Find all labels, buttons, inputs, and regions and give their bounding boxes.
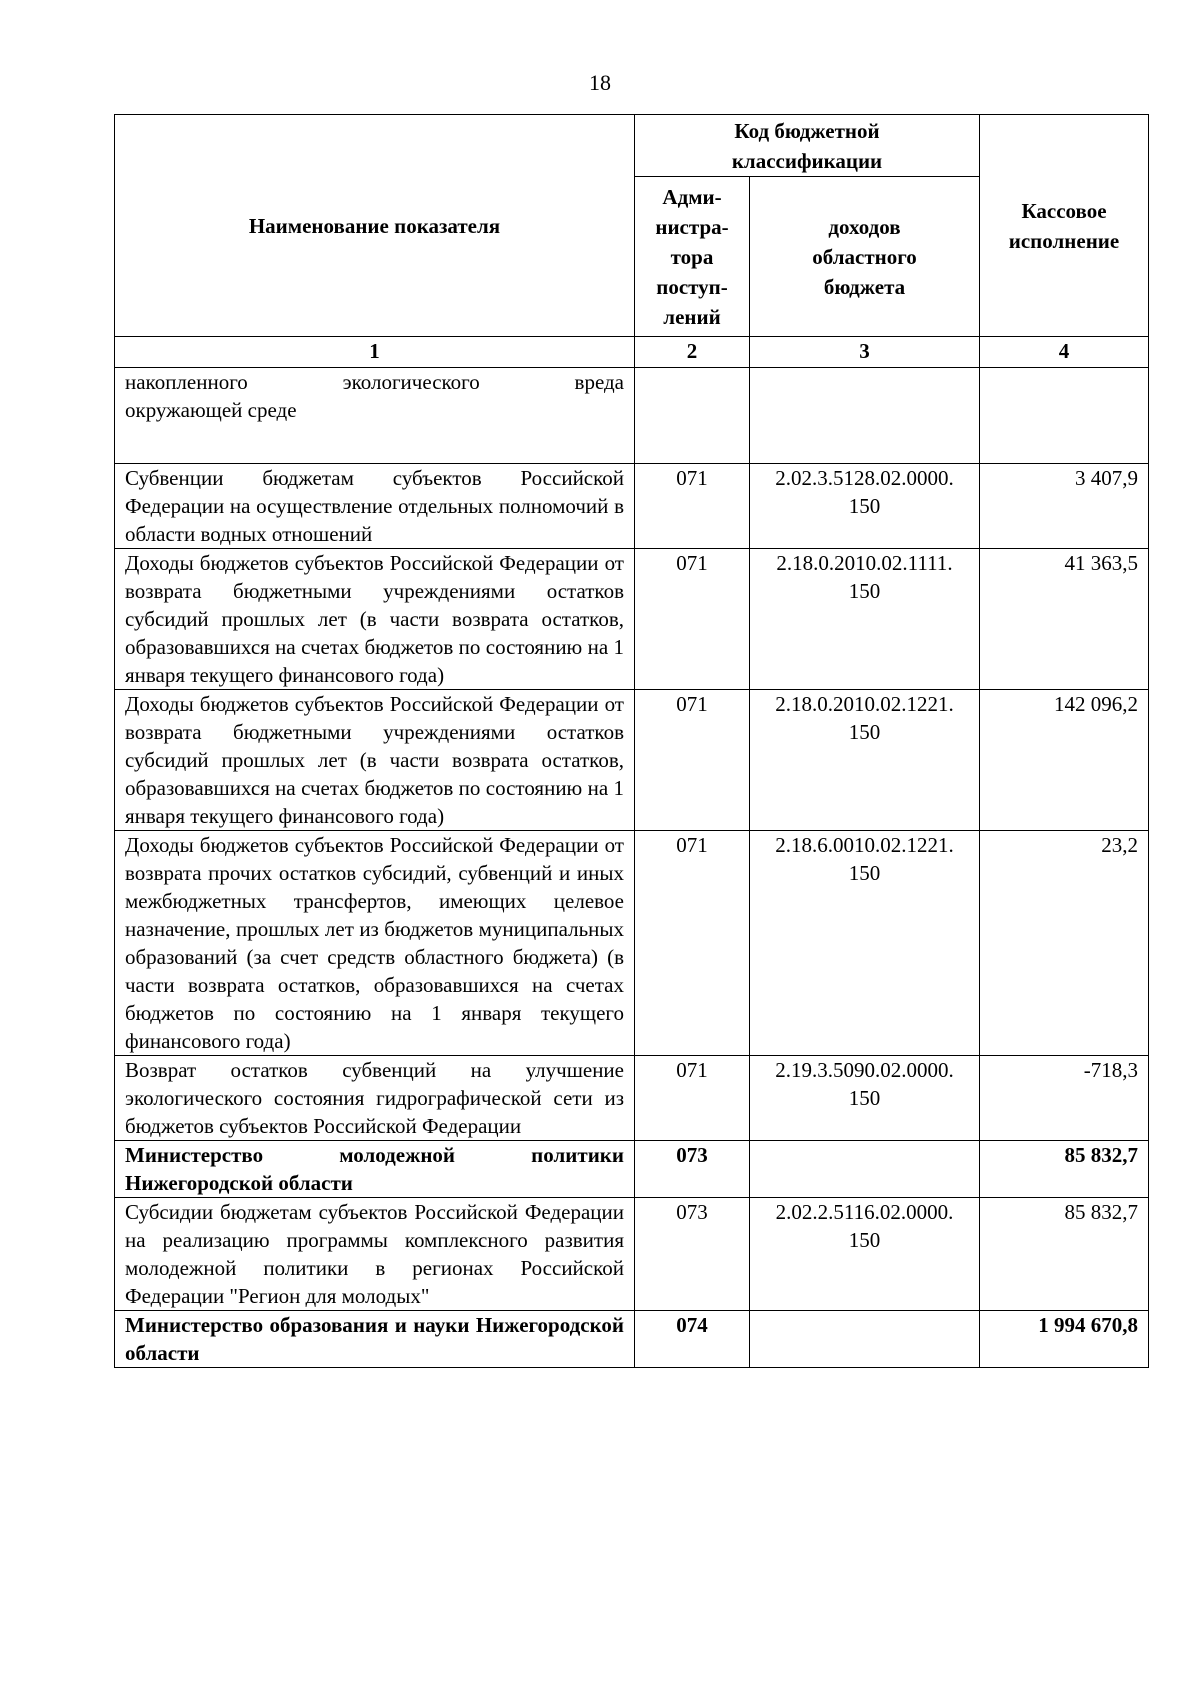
column-number: 2 bbox=[635, 337, 750, 368]
row-name: Субвенции бюджетам субъектов Российской Федерации на осуществление отдельных полномочий в области водных отношений bbox=[115, 464, 635, 549]
header-sum-line: исполнение bbox=[1008, 228, 1120, 253]
row-code bbox=[750, 368, 980, 464]
row-code bbox=[750, 831, 980, 1056]
row-name: Субсидии бюджетам субъектов Российской Федерации на реализацию программы комплексного развития молодежной политики в регионах Российской Федерации "Регион для молодых" bbox=[115, 1198, 635, 1311]
table-row bbox=[115, 690, 1149, 831]
row-code bbox=[750, 1311, 980, 1368]
row-code-line: 2.02.2.5116.02.0000. bbox=[775, 1200, 954, 1224]
header-admin-line: поступ- bbox=[656, 274, 728, 299]
row-code bbox=[750, 1198, 980, 1311]
table-row bbox=[115, 368, 1149, 464]
row-admin: 073 bbox=[635, 1141, 750, 1198]
row-code-line: 2.18.0.2010.02.1111. bbox=[776, 551, 953, 575]
row-code-line: 150 bbox=[848, 861, 881, 885]
row-sum: 85 832,7 bbox=[980, 1141, 1149, 1198]
row-code-line: 150 bbox=[848, 1228, 881, 1252]
page-number: 18 bbox=[589, 70, 611, 95]
row-admin: 074 bbox=[635, 1311, 750, 1368]
row-admin: 071 bbox=[635, 1056, 750, 1141]
row-admin bbox=[635, 368, 750, 464]
header-admin-line: тора bbox=[670, 244, 714, 269]
table-row bbox=[115, 549, 1149, 690]
row-admin: 071 bbox=[635, 831, 750, 1056]
row-sum: 85 832,7 bbox=[980, 1198, 1149, 1311]
header-admin-line: Адми- bbox=[662, 184, 722, 209]
row-code bbox=[750, 464, 980, 549]
table-row-ministry bbox=[115, 1311, 1149, 1368]
header-sum-line: Кассовое bbox=[1021, 198, 1107, 223]
row-code-line: 150 bbox=[848, 494, 881, 518]
row-sum: -718,3 bbox=[980, 1056, 1149, 1141]
column-number: 3 bbox=[750, 337, 980, 368]
row-sum bbox=[980, 368, 1149, 464]
row-code-line: 2.19.3.5090.02.0000. bbox=[775, 1058, 954, 1082]
row-sum: 1 994 670,8 bbox=[980, 1311, 1149, 1368]
column-number: 1 bbox=[115, 337, 635, 368]
table-row bbox=[115, 1198, 1149, 1311]
header-code-group bbox=[635, 115, 980, 177]
row-admin: 071 bbox=[635, 690, 750, 831]
row-code-line: 2.02.3.5128.02.0000. bbox=[775, 466, 954, 490]
row-code bbox=[750, 690, 980, 831]
row-code-line: 2.18.6.0010.02.1221. bbox=[775, 833, 954, 857]
row-sum: 23,2 bbox=[980, 831, 1149, 1056]
header-code-group-line: классификации bbox=[731, 148, 883, 173]
header-income-code bbox=[750, 177, 980, 337]
row-name-fragment: накопленного экологического вреда bbox=[125, 370, 624, 394]
row-code bbox=[750, 1056, 980, 1141]
table-row bbox=[115, 831, 1149, 1056]
row-name-fragment: окружающей среде bbox=[125, 398, 297, 422]
row-name: Возврат остатков субвенций на улучшение экологического состояния гидрографической сети из бюджетов субъектов Российской Федерации bbox=[115, 1056, 635, 1141]
row-sum: 3 407,9 bbox=[980, 464, 1149, 549]
header-income-line: областного bbox=[812, 244, 917, 269]
header-admin-line: лений bbox=[663, 304, 721, 329]
row-admin: 071 bbox=[635, 464, 750, 549]
row-code-line: 150 bbox=[848, 720, 881, 744]
row-name: Доходы бюджетов субъектов Российской Федерации от возврата прочих остатков субсидий, субвенций и иных межбюджетных трансфертов, имеющих целевое назначение, прошлых лет из бюджетов муниципальных образований (за счет средств областного бюджета) (в части возврата остатков, образовавшихся на счетах бюджетов по состоянию на 1 января текущего финансового года) bbox=[115, 831, 635, 1056]
table-row bbox=[115, 1056, 1149, 1141]
row-name bbox=[115, 368, 635, 464]
row-sum: 41 363,5 bbox=[980, 549, 1149, 690]
table-row bbox=[115, 464, 1149, 549]
header-income-line: бюджета bbox=[823, 274, 906, 299]
row-admin: 073 bbox=[635, 1198, 750, 1311]
header-code-group-line: Код бюджетной bbox=[734, 118, 880, 143]
header-income-line: доходов bbox=[828, 214, 901, 239]
row-name: Доходы бюджетов субъектов Российской Федерации от возврата бюджетными учреждениями остатков субсидий прошлых лет (в части возврата остатков, образовавшихся на счетах бюджетов по состоянию на 1 января текущего финансового года) bbox=[115, 549, 635, 690]
row-code-line: 150 bbox=[848, 1086, 881, 1110]
row-name: Министерство молодежной политики Нижегородской области bbox=[115, 1141, 635, 1198]
row-sum: 142 096,2 bbox=[980, 690, 1149, 831]
row-code bbox=[750, 549, 980, 690]
header-indicator-name: Наименование показателя bbox=[115, 115, 635, 337]
column-number: 4 bbox=[980, 337, 1149, 368]
column-number-row bbox=[115, 337, 1149, 368]
row-name: Министерство образования и науки Нижегородской области bbox=[115, 1311, 635, 1368]
budget-table bbox=[114, 114, 1149, 1368]
row-name: Доходы бюджетов субъектов Российской Федерации от возврата бюджетными учреждениями остатков субсидий прошлых лет (в части возврата остатков, образовавшихся на счетах бюджетов по состоянию на 1 января текущего финансового года) bbox=[115, 690, 635, 831]
header-administrator bbox=[635, 177, 750, 337]
row-code-line: 2.18.0.2010.02.1221. bbox=[775, 692, 954, 716]
row-code bbox=[750, 1141, 980, 1198]
row-code-line: 150 bbox=[848, 579, 881, 603]
table-row-ministry bbox=[115, 1141, 1149, 1198]
row-admin: 071 bbox=[635, 549, 750, 690]
header-cash-execution bbox=[980, 115, 1149, 337]
header-admin-line: нистра- bbox=[655, 214, 729, 239]
